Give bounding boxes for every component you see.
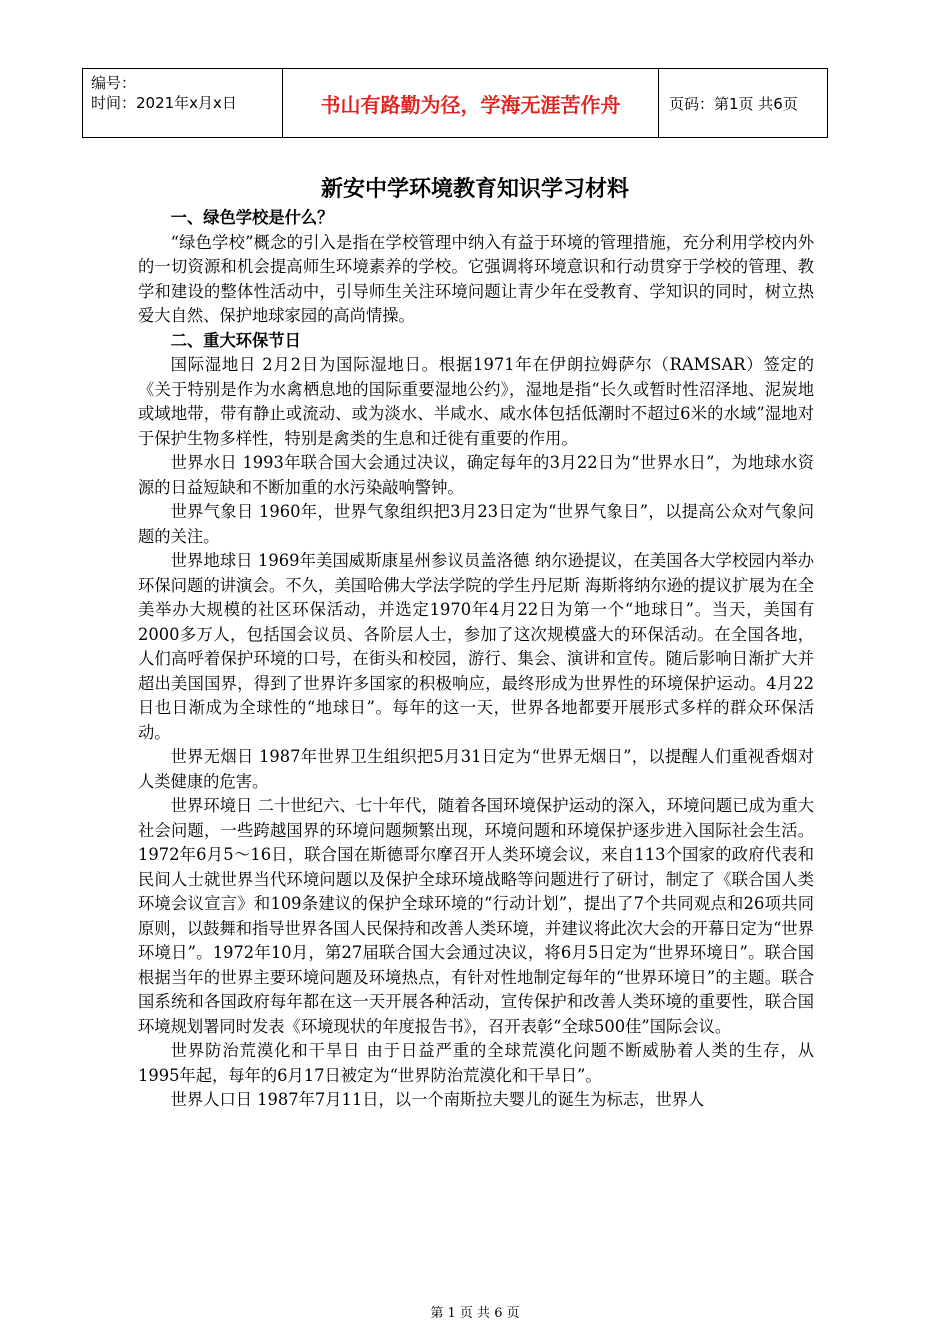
header-page-info: 页码：第1页 共6页 (669, 94, 798, 113)
paragraph-water-day: 世界水日 1993年联合国大会通过决议，确定每年的3月22日为“世界水日”，为地球水资源的日益短缺和不断加重的水污染敲响警钟。 (138, 453, 814, 497)
paragraph-wetland-day: 国际湿地日 2月2日为国际湿地日。根据1971年在伊朗拉姆萨尔（RAMSAR）签定的《关于特别是作为水禽栖息地的国际重要湿地公约》，湿地是指“长久或暂时性沼泽地、泥炭地或域地带，带有静止或流动、或为淡水、半咸水、咸水体包括低潮时不超过6米的水域”湿地对于保护生物多样性，特别是禽类的生息和迁徙有重要的作用。 (138, 355, 814, 448)
document-date-label: 时间：2021年x月x日 (91, 94, 237, 112)
paragraph-environment-day: 世界环境日 二十世纪六、七十年代，随着各国环境保护运动的深入，环境问题已成为重大社会问题，一些跨越国界的环境问题频繁出现，环境问题和环境保护逐步进入国际社会生活。1972年6月5～16日，联合国在斯德哥尔摩召开人类环境会议，来自113个国家的政府代表和民间人士就世界当代环境问题以及保护全球环境战略等问题进行了研讨，制定了《联合国人类环境会议宣言》和109条建议的保护全球环境的“行动计划”，提出了7个共同观点和26项共同原则，以鼓舞和指导世界各国人民保持和改善人类环境，并建议将此次大会的开幕日定为“世界环境日”。1972年10月，第27届联合国大会通过决议，将6月5日定为“世界环境日”。联合国根据当年的世界主要环境问题及环境热点，有针对性地制定每年的“世界环境日”的主题。联合国系统和各国政府每年都在这一天开展各种活动，宣传保护和改善人类环境的重要性，联合国环境规划署同时发表《环境现状的年度报告书》，召开表彰“全球500佳”国际会议。 (138, 796, 814, 1036)
document-number-label: 编号： (91, 74, 137, 92)
document-header (82, 68, 828, 138)
paragraph-meteorological-day: 世界气象日 1960年，世界气象组织把3月23日定为“世界气象日”，以提高公众对气象问题的关注。 (138, 502, 814, 546)
paragraph-population-day: 世界人口日 1987年7月11日，以一个南斯拉夫婴儿的诞生为标志，世界人 (170, 1090, 705, 1109)
paragraph-no-tobacco-day: 世界无烟日 1987年世界卫生组织把5月31日定为“世界无烟日”，以提醒人们重视香烟对人类健康的危害。 (138, 747, 814, 791)
paragraph-earth-day: 世界地球日 1969年美国威斯康星州参议员盖洛德 纳尔逊提议，在美国各大学校园内举办环保问题的讲演会。不久，美国哈佛大学法学院的学生丹尼斯 海斯将纳尔逊的提议扩展为在全美举办大规模的社区环保活动，并选定1970年4月22日为第一个“地球日”。当天，美国有2000多万人，包括国会议员、各阶层人士，参加了这次规模盛大的环保活动。在全国各地，人们高呼着保护环境的口号，在街头和校园，游行、集会、演讲和宣传。随后影响日渐扩大并超出美国国界，得到了世界许多国家的积极响应，最终形成为世界性的环境保护运动。4月22日也日渐成为全球性的“地球日”。每年的这一天，世界各地都要开展形式多样的群众环保活动。 (138, 551, 814, 742)
page-footer: 第 1 页 共 6 页 (430, 1306, 520, 1321)
section-heading-green-school: 一、绿色学校是什么？ (170, 208, 334, 227)
section-heading-environment-days: 二、重大环保节日 (170, 330, 301, 350)
header-motto: 书山有路勤为径，学海无涯苦作舟 (283, 69, 659, 137)
document-title: 新安中学环境教育知识学习材料 (320, 177, 629, 202)
header-meta-cell (83, 69, 283, 137)
document-body (138, 206, 814, 1113)
paragraph-green-school: “绿色学校”概念的引入是指在学校管理中纳入有益于环境的管理措施，充分利用学校内外的一切资源和机会提高师生环境素养的学校。它强调将环境意识和行动贯穿于学校的管理、教学和建设的整体性活动中，引导师生关注环境问题让青少年在受教育、学知识的同时，树立热爱大自然、保护地球家园的高尚情操。 (138, 232, 814, 325)
paragraph-desertification-day: 世界防治荒漠化和干旱日 由于日益严重的全球荒漠化问题不断威胁着人类的生存，从1995年起，每年的6月17日被定为“世界防治荒漠化和干旱日”。 (138, 1041, 814, 1085)
